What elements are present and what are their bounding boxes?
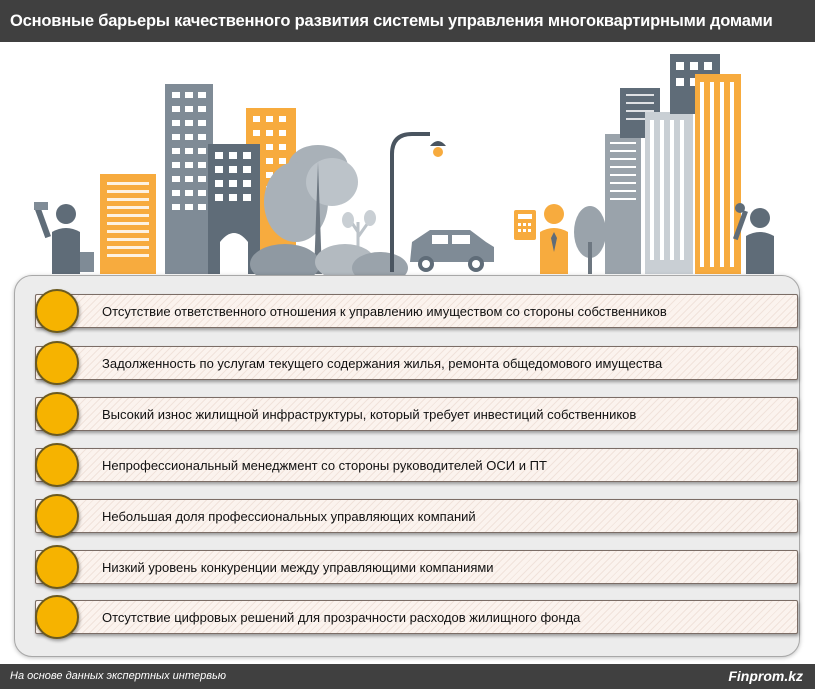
barrier-text: Высокий износ жилищной инфраструктуры, который требует инвестиций собственников bbox=[102, 407, 637, 422]
barrier-text: Отсутствие ответственного отношения к управлению имуществом со стороны собственников bbox=[102, 304, 667, 319]
bullet-circle-icon bbox=[35, 392, 79, 436]
barrier-text: Небольшая доля профессиональных управляющих компаний bbox=[102, 509, 476, 524]
bullet-circle-icon bbox=[35, 545, 79, 589]
barriers-panel bbox=[14, 275, 800, 657]
barrier-row bbox=[35, 550, 798, 584]
city-skyline-image bbox=[0, 42, 815, 282]
bullet-circle-icon bbox=[35, 289, 79, 333]
left-buildings bbox=[100, 84, 408, 282]
barrier-row bbox=[35, 294, 798, 328]
car bbox=[410, 230, 494, 272]
barrier-row bbox=[35, 448, 798, 482]
right-buildings bbox=[574, 54, 741, 274]
worker-accountant bbox=[514, 204, 568, 274]
source-note: На основе данных экспертных интервью bbox=[10, 670, 227, 682]
page-title: Основные барьеры качественного развития системы управления многоквартирными домами bbox=[10, 12, 773, 30]
barrier-text: Задолженность по услугам текущего содержания жилья, ремонта общедомового имущества bbox=[102, 356, 663, 371]
barrier-row bbox=[35, 346, 798, 380]
bullet-circle-icon bbox=[35, 494, 79, 538]
page-title-bar bbox=[0, 0, 815, 42]
brand-logo: Finprom.kz bbox=[728, 668, 803, 684]
bullet-circle-icon bbox=[35, 595, 79, 639]
worker-painter bbox=[34, 202, 94, 274]
barrier-row bbox=[35, 499, 798, 533]
barrier-text: Непрофессиональный менеджмент со стороны руководителей ОСИ и ПТ bbox=[102, 458, 547, 473]
bullet-circle-icon bbox=[35, 443, 79, 487]
city-illustration bbox=[0, 42, 815, 282]
barrier-text: Отсутствие цифровых решений для прозрачности расходов жилищного фонда bbox=[102, 610, 581, 625]
bullet-circle-icon bbox=[35, 341, 79, 385]
barrier-text: Низкий уровень конкуренции между управляющими компаниями bbox=[102, 560, 494, 575]
barrier-row bbox=[35, 397, 798, 431]
barrier-row bbox=[35, 600, 798, 634]
footer-bar bbox=[0, 664, 815, 689]
